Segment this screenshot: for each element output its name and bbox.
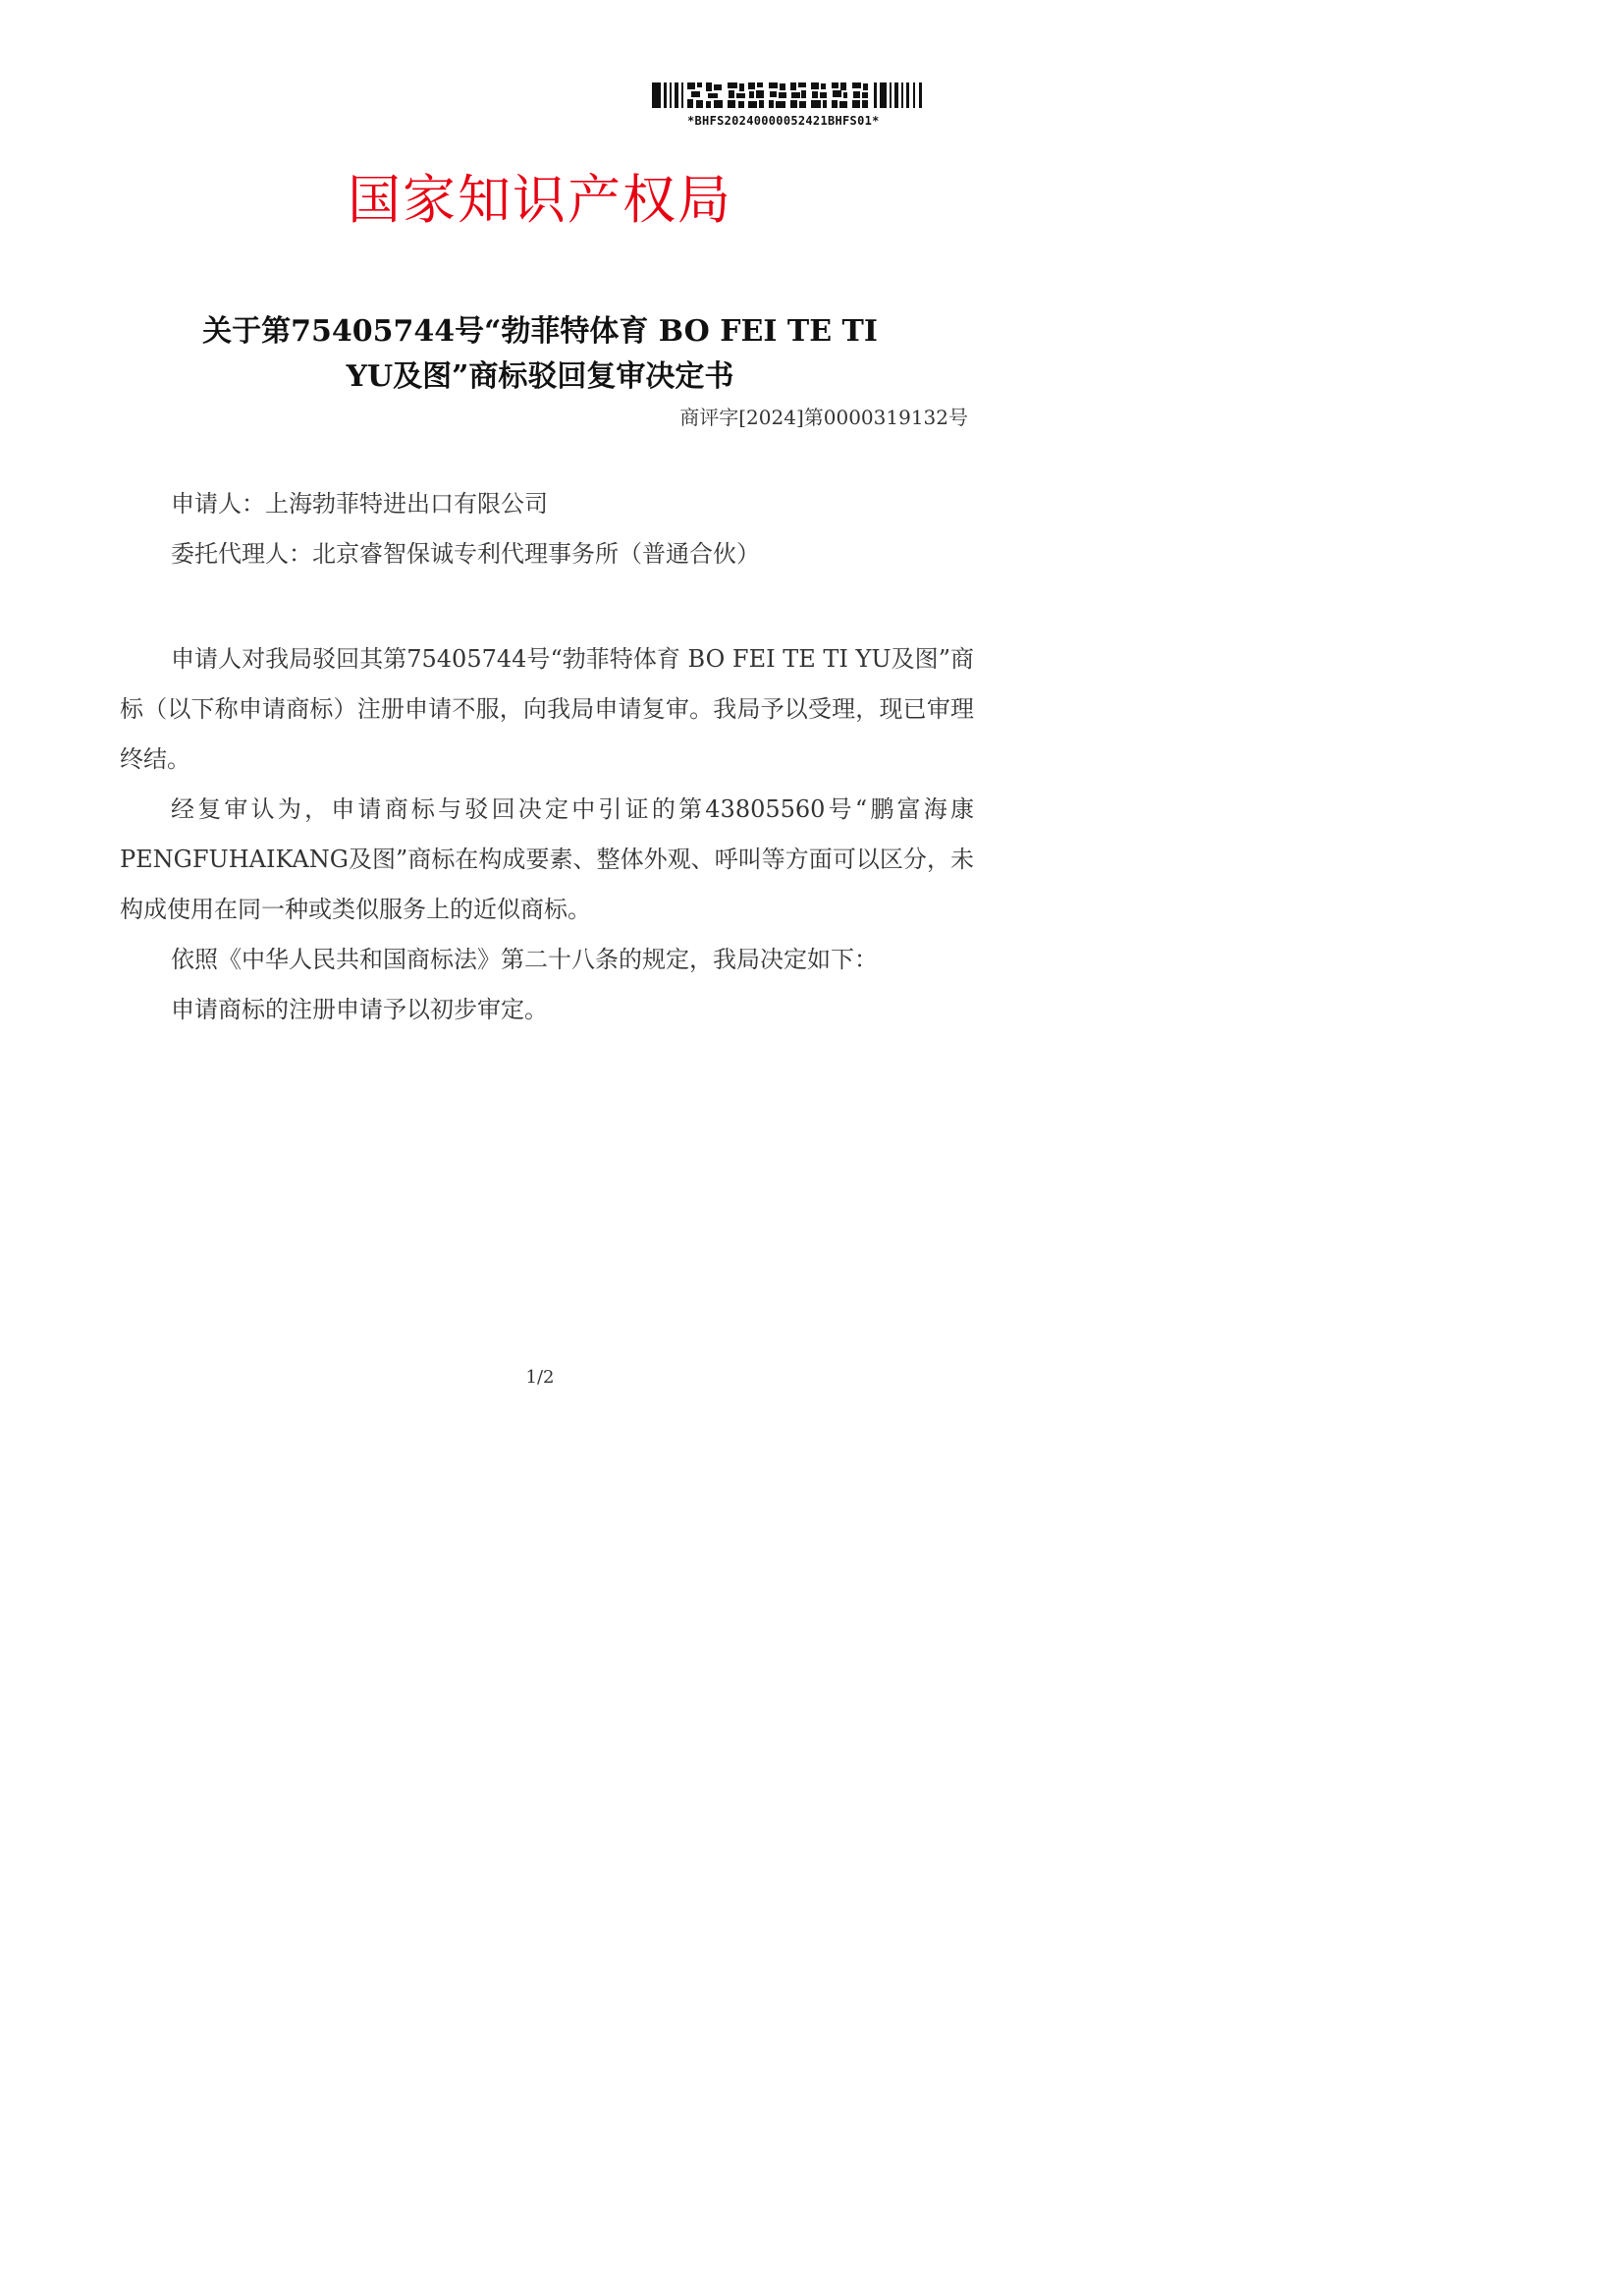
document-title-line-1: 关于第75405744号“勃菲特体育 BO FEI TE TI bbox=[202, 314, 878, 349]
body-paragraph: 经复审认为，申请商标与驳回决定中引证的第43805560号“鹏富海康PENGFUHAIKANG及图”商标在构成要素、整体外观、呼叫等方面可以区分，未构成使用在同一种或类似服务上的近似商标。 bbox=[120, 795, 974, 923]
applicant-line: 申请人：上海勃菲特进出口有限公司 bbox=[171, 490, 548, 518]
agent-line: 委托代理人：北京睿智保诚专利代理事务所（普通合伙） bbox=[171, 540, 760, 568]
document-barcode bbox=[652, 81, 929, 130]
page-number: 1/2 bbox=[525, 1367, 555, 1388]
body-paragraph: 申请商标的注册申请予以初步审定。 bbox=[171, 996, 548, 1023]
decision-number: 商评字[2024]第0000319132号 bbox=[679, 406, 968, 429]
body-paragraph: 依照《中华人民共和国商标法》第二十八条的规定，我局决定如下： bbox=[171, 946, 878, 973]
barcode-graphic bbox=[652, 81, 929, 110]
body-paragraph: 申请人对我局驳回其第75405744号“勃菲特体育 BO FEI TE TI YU及图”商标（以下称申请商标）注册申请不服，向我局申请复审。我局予以受理，现已审理终结。 bbox=[120, 645, 974, 773]
decision-body bbox=[120, 634, 974, 1035]
agency-heading: 国家知识产权局 bbox=[348, 169, 732, 231]
barcode-number: *BHFS20240000052421BHFS01* bbox=[687, 114, 880, 128]
document-title-line-2: YU及图”商标驳回复审决定书 bbox=[346, 359, 734, 394]
